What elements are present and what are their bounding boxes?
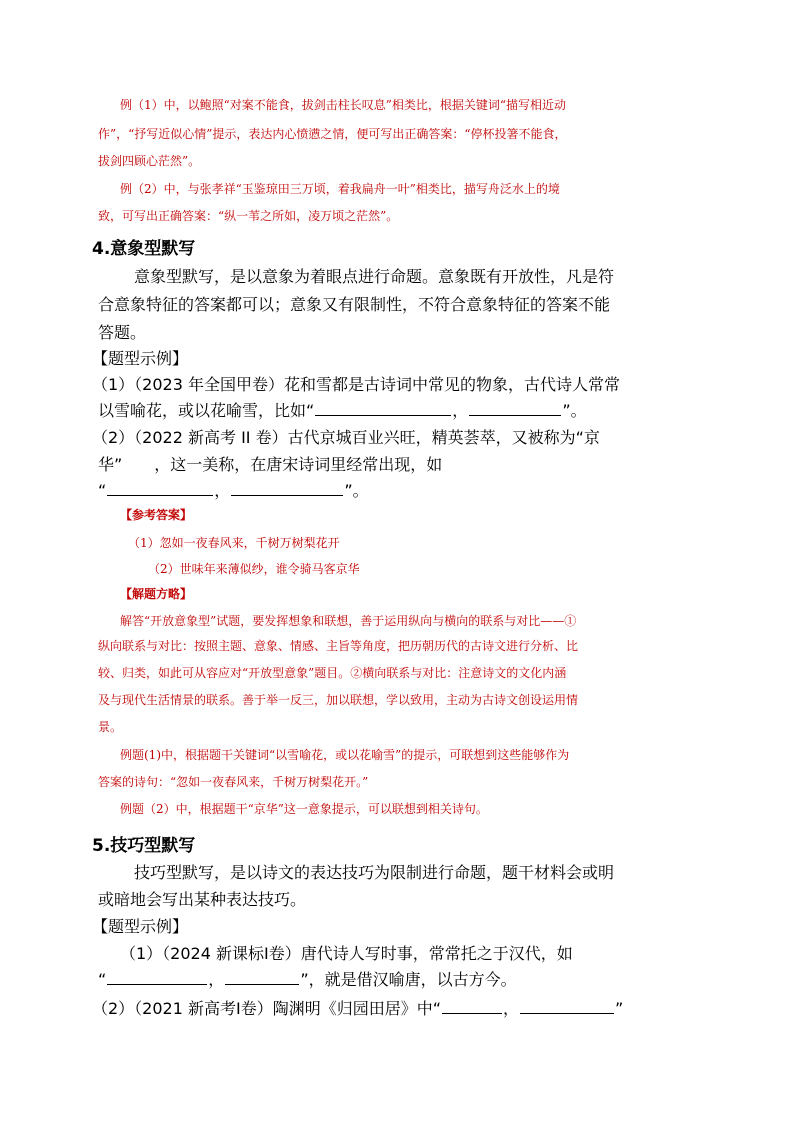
answer-blank[interactable] <box>225 970 299 985</box>
method-line: 及与现代生活情景的联系。善于举一反三，加以联想，学以致用，主动为古诗文创设运用情 <box>98 693 579 707</box>
question-line <box>98 967 517 990</box>
answer-blank[interactable] <box>469 401 561 416</box>
question-text: 以雪喻花，或以花喻雪，比如“ <box>98 401 315 420</box>
paragraph-line: 合意象特征的答案都可以；意象又有限制性，不符合意象特征的答案不能 <box>98 295 611 314</box>
method-line: 例题(1)中，根据题干关键词“以雪喻花，或以花喻雪”的提示，可联想到这些能够作为 <box>120 748 570 762</box>
question-line: （2）（2022 新高考 II 卷）古代京城百业兴旺，精英荟萃，又被称为“京 <box>92 428 600 447</box>
example-label: 【题型示例】 <box>92 917 189 936</box>
paragraph-line: 答题。 <box>98 323 147 342</box>
question-text: ” <box>615 999 624 1018</box>
method-line: 较、归类，如此可从容应对“开放型意象”题目。②横向联系与对比：注意诗文的文化内涵 <box>98 666 567 680</box>
analysis-line: 例（1）中，以鲍照“对案不能食，拔剑击柱长叹息”相类比，根据关键词“描写相近动 <box>120 98 567 112</box>
question-text: “ <box>98 481 107 500</box>
question-text: ”。 <box>562 401 587 420</box>
question-text: ， <box>208 970 225 989</box>
answer-blank[interactable] <box>107 970 207 985</box>
analysis-line: 拔剑四顾心茫然”。 <box>98 154 201 168</box>
method-line: 解答“开放意象型”试题，要发挥想象和联想，善于运用纵向与横向的联系与对比——① <box>120 614 577 628</box>
answer-line: （2）世味年来薄似纱，谁令骑马客京华 <box>148 562 360 576</box>
question-text: ”，就是借汉喻唐，以古方今。 <box>300 970 517 989</box>
answer-blank[interactable] <box>315 401 451 416</box>
question-text: ， <box>503 999 520 1018</box>
section-heading: 4.意象型默写 <box>92 239 196 259</box>
section-heading: 5.技巧型默写 <box>92 836 196 856</box>
analysis-line: 作”，“抒写近似心情”提示，表达内心愤懑之情，便可写出正确答案：“停杯投箸不能食， <box>98 127 567 141</box>
analysis-line: 致，可写出正确答案：“纵一苇之所如，凌万顷之茫然”。 <box>98 209 399 223</box>
answer-blank[interactable] <box>107 481 213 496</box>
method-line: 纵向联系与对比：按照主题、意象、情感、主旨等角度，把历朝历代的古诗文进行分析、比 <box>98 639 579 653</box>
question-line <box>98 478 369 501</box>
question-text: ， <box>452 401 469 420</box>
method-line: 景。 <box>98 720 123 734</box>
answer-label: 【参考答案】 <box>120 508 193 522</box>
example-label: 【题型示例】 <box>92 349 189 368</box>
question-text: ”。 <box>344 481 369 500</box>
answer-blank[interactable] <box>231 481 343 496</box>
question-text: “ <box>98 970 107 989</box>
analysis-line: 例（2）中，与张孝祥“玉鉴琼田三万顷，着我扁舟一叶”相类比，描写舟泛水上的境 <box>120 182 560 196</box>
question-line: （1）（2024 新课标Ⅰ卷）唐代诗人写时事，常常托之于汉代，如 <box>120 944 573 963</box>
paragraph-line: 或暗地会写出某种表达技巧。 <box>98 890 307 909</box>
paragraph-line: 技巧型默写，是以诗文的表达技巧为限制进行命题，题干材料会或明 <box>134 863 615 882</box>
question-text: ， <box>214 481 231 500</box>
answer-line: （1）忽如一夜春风来，千树万树梨花开 <box>128 536 340 550</box>
paragraph-line: 意象型默写，是以意象为着眼点进行命题。意象既有开放性，凡是符 <box>134 267 615 286</box>
question-line: 华” ，这一美称，在唐宋诗词里经常出现，如 <box>98 455 443 474</box>
question-line <box>98 398 587 421</box>
method-line: 例题（2）中，根据题干“京华”这一意象提示，可以联想到相关诗句。 <box>120 802 488 816</box>
method-label: 【解题方略】 <box>120 587 193 601</box>
question-line: （1）（2023 年全国甲卷）花和雪都是古诗词中常见的物象，古代诗人常常 <box>92 375 620 394</box>
question-line <box>92 996 623 1019</box>
question-text: （2）（2021 新高考Ⅰ卷）陶渊明《归园田居》中“ <box>92 999 441 1018</box>
answer-blank[interactable] <box>520 999 614 1014</box>
answer-blank[interactable] <box>442 999 502 1014</box>
method-line: 答案的诗句：“忽如一夜春风来，千树万树梨花开。” <box>98 775 369 789</box>
